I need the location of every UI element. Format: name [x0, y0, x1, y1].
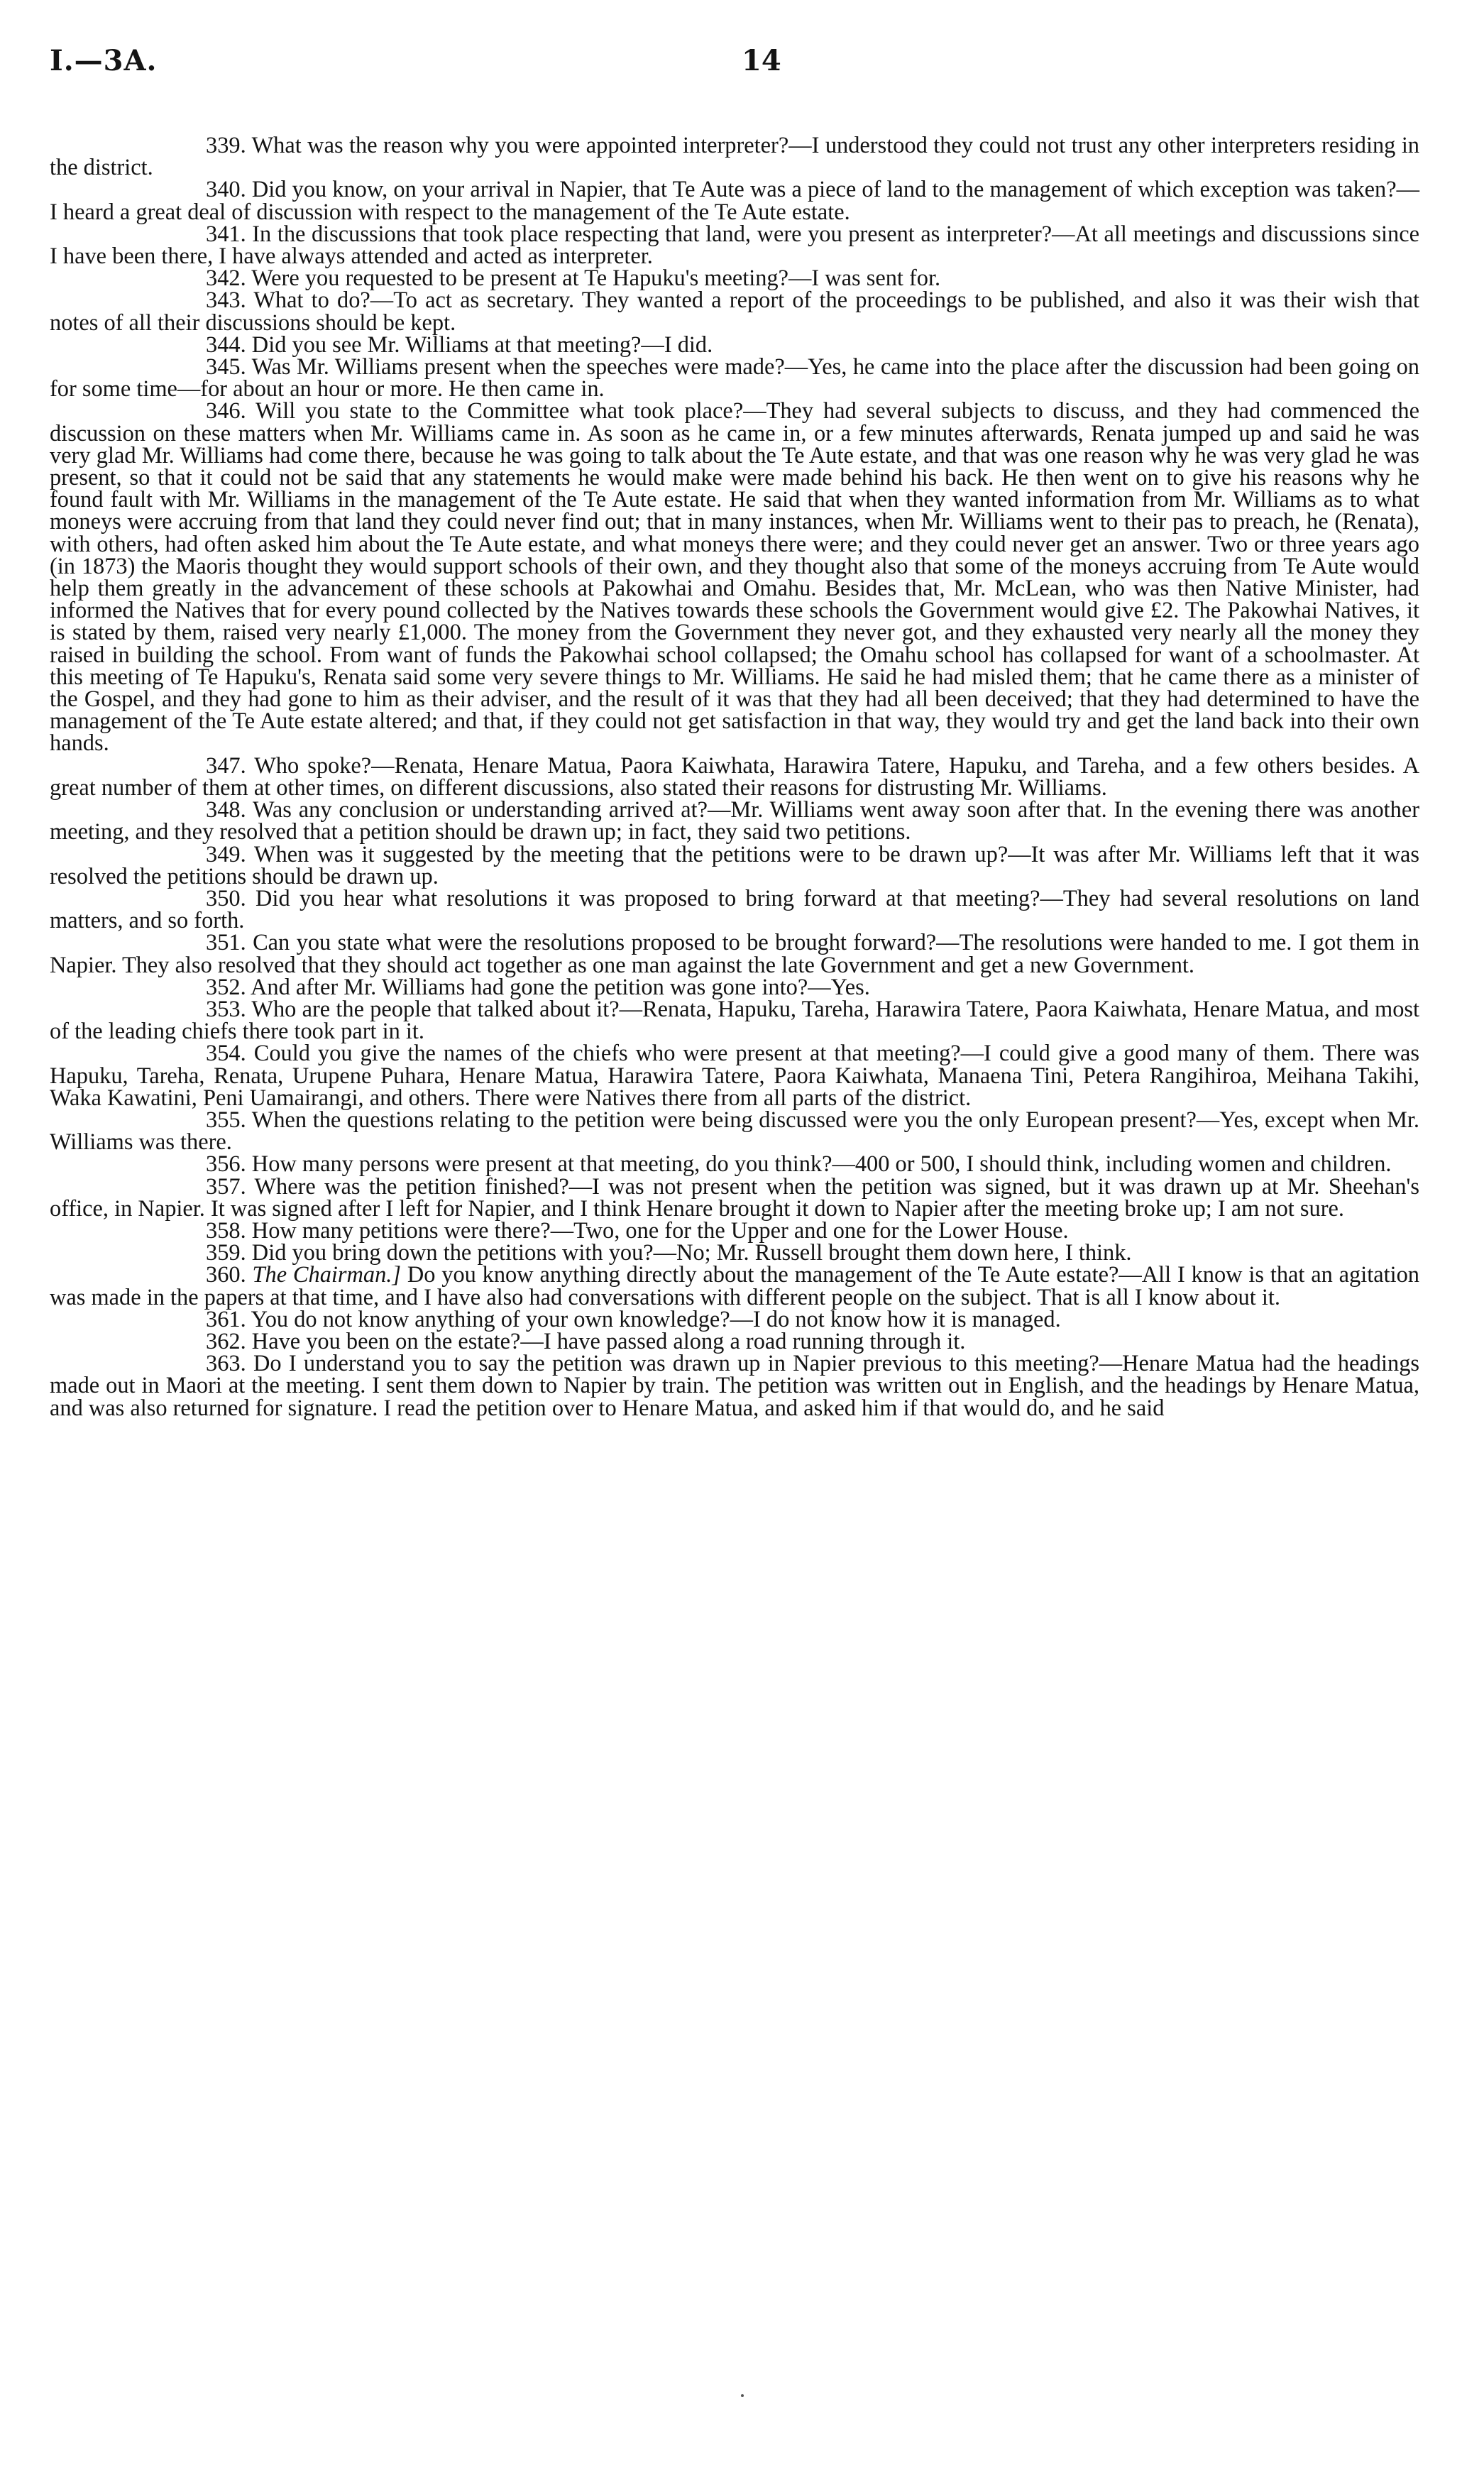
question-and-answer: You do not know anything of your own knowledge?—I do not know how it is managed.	[251, 1306, 1061, 1332]
evidence-entry	[50, 400, 1419, 755]
question-number: 354.	[206, 1041, 246, 1067]
question-and-answer: In the discussions that took place respecting that land, were you present as interpreter?—At all meetings and discussions since I have been there, I have always attended and acted as interpreter.	[50, 221, 1419, 270]
question-and-answer: Have you been on the estate?—I have passed along a road running through it.	[251, 1328, 966, 1354]
question-and-answer: Did you hear what resolutions it was proposed to bring forward at that meeting?—They had several resolutions on land matters, and so forth.	[50, 885, 1419, 934]
question-and-answer: And after Mr. Williams had gone the petition was gone into?—Yes.	[251, 974, 870, 1000]
evidence-entry	[50, 974, 1419, 1000]
evidence-entry	[50, 179, 1419, 223]
question-number: 348.	[206, 797, 246, 823]
question-and-answer: When the questions relating to the petition were being discussed were you the only European present?—Yes, except when Mr. Williams was there.	[50, 1107, 1420, 1156]
evidence-entry	[50, 331, 1419, 358]
evidence-entry	[50, 221, 1419, 270]
question-and-answer: What to do?—To act as secretary. They wanted a report of the proceedings to be published, and also it was their wish that notes of all their discussions should be kept.	[50, 287, 1419, 336]
minutes-of-evidence	[50, 135, 1419, 1420]
question-number: 346.	[206, 398, 246, 424]
evidence-entry	[50, 1328, 1419, 1354]
evidence-entry	[50, 799, 1419, 843]
question-number: 342.	[206, 265, 246, 292]
question-and-answer: How many petitions were there?—Two, one for the Upper and one for the Lower House.	[251, 1217, 1069, 1244]
question-number: 341.	[206, 221, 246, 247]
question-number: 358.	[206, 1217, 246, 1244]
evidence-entry	[50, 287, 1419, 336]
question-number: 349.	[206, 841, 246, 867]
page-number: 14	[742, 44, 781, 77]
question-number: 359.	[206, 1240, 246, 1266]
question-number: 353.	[206, 996, 246, 1022]
question-and-answer: Who are the people that talked about it?—Renata, Hapuku, Tareha, Harawira Tatere, Paora Kaiwhata, Henare Matua, and most of the leading chiefs there took part in it.	[50, 996, 1420, 1045]
evidence-entry	[50, 1242, 1419, 1264]
question-number: 356.	[206, 1151, 246, 1178]
question-and-answer: Were you requested to be present at Te Hapuku's meeting?—I was sent for.	[251, 265, 941, 292]
question-number: 362.	[206, 1328, 246, 1354]
evidence-entry	[50, 752, 1420, 801]
evidence-entry	[50, 841, 1419, 889]
evidence-entry	[50, 885, 1419, 934]
question-and-answer: What was the reason why you were appointed interpreter?—I understood they could not trust any other interpreters residing in the district.	[50, 133, 1420, 181]
question-number: 350.	[206, 885, 246, 911]
question-and-answer: How many persons were present at that meeting, do you think?—400 or 500, I should think, including women and children.	[251, 1151, 1392, 1178]
question-and-answer: Can you state what were the resolutions proposed to be brought forward?—The resolutions were handed to me. I got them in Napier. They also resolved that they should act together as one man against the late Government and get a new Government.	[50, 930, 1419, 978]
question-number: 351.	[206, 930, 246, 956]
speaker-label: The Chairman.]	[252, 1262, 402, 1288]
evidence-entry	[50, 1043, 1419, 1109]
question-number: 345.	[206, 354, 246, 380]
question-number: 355.	[206, 1107, 246, 1133]
evidence-entry	[50, 135, 1419, 179]
evidence-entry	[50, 356, 1419, 400]
evidence-entry	[50, 1264, 1419, 1308]
question-number: 363.	[206, 1351, 246, 1377]
question-number: 343.	[206, 287, 246, 314]
document-reference: I.—3A.	[50, 44, 158, 77]
question-and-answer: Where was the petition finished?—I was not present when the petition was signed, but it was drawn up at Mr. Sheehan's office, in Napier. It was signed after I left for Napier, and I think Henare brought it down to Napier after the meeting broke up; I am not sure.	[50, 1173, 1419, 1222]
stray-mark	[741, 2394, 744, 2397]
question-and-answer: Do I understand you to say the petition was drawn up in Napier previous to this meeting?—Henare Matua had the headings made out in Maori at the meeting. I sent them down to Napier by train. The petition was written out in English, and the headings by Henare Matua, and was also returned for signature. I read the petition over to Henare Matua, and asked him if that would do, and he said	[50, 1351, 1419, 1421]
question-number: 339.	[206, 133, 246, 158]
evidence-entry	[50, 1306, 1419, 1332]
question-and-answer: Was Mr. Williams present when the speeches were made?—Yes, he came into the place after the discussion had been going on for some time—for about an hour or more. He then came in.	[50, 354, 1419, 402]
question-number: 360.	[206, 1262, 246, 1288]
evidence-entry	[50, 265, 1419, 292]
question-number: 357.	[206, 1173, 246, 1200]
evidence-entry	[50, 1217, 1419, 1244]
evidence-entry	[50, 1173, 1419, 1222]
evidence-entry	[50, 1151, 1419, 1178]
question-and-answer: Did you bring down the petitions with you?—No; Mr. Russell brought them down here, I think.	[251, 1240, 1132, 1266]
question-and-answer: Did you know, on your arrival in Napier, that Te Aute was a piece of land to the management of which exception was taken?—I heard a great deal of discussion with respect to the management of the Te Aute estate.	[50, 177, 1419, 225]
page-header	[50, 44, 1419, 87]
question-and-answer: Do you know anything directly about the management of the Te Aute estate?—All I know is that an agitation was made in the papers at that time, and I have also had conversations with different people on the subject. That is all I know about it.	[50, 1262, 1419, 1310]
evidence-entry	[50, 996, 1420, 1045]
question-and-answer: Who spoke?—Renata, Henare Matua, Paora Kaiwhata, Harawira Tatere, Hapuku, and Tareha, and a few others besides. A great number of them at other times, on different discussions, also stated their reasons for distrusting Mr. Williams.	[50, 752, 1420, 801]
question-number: 352.	[206, 974, 246, 1000]
question-number: 361.	[206, 1306, 246, 1332]
question-and-answer: When was it suggested by the meeting that the petitions were to be drawn up?—It was after Mr. Williams left that it was resolved the petitions should be drawn up.	[50, 841, 1419, 889]
question-and-answer: Could you give the names of the chiefs who were present at that meeting?—I could give a good many of them. There was Hapuku, Tareha, Renata, Urupene Puhara, Henare Matua, Harawira Tatere, Paora Kaiwhata, Manaena Tini, Petera Rangihiroa, Meihana Takihi, Waka Kawatini, Peni Uamairangi, and others. There were Natives there from all parts of the district.	[50, 1041, 1419, 1111]
evidence-entry	[50, 1107, 1420, 1156]
question-and-answer: Will you state to the Committee what took place?—They had several subjects to discuss, and they had commenced the discussion on these matters when Mr. Williams came in. As soon as he came in, or a few minutes afterwards, Renata jumped up and said he was very glad Mr. Williams had come there, because he was going to talk about the Te Aute estate, and that was one reason why he was very glad he was present, so that it could not be said that any statements he would make were made behind his back. He then went on to give his reasons why he found fault with Mr. Williams in the management of the Te Aute estate. He said that when they wanted information from Mr. Williams as to what moneys were accruing from that land they could never find out; that in many instances, when Mr. Williams went to their pas to preach, he (Renata), with others, had often asked him about the Te Aute estate, and what moneys there were; and they could never get an answer. Two or three years ago (in 1873) the Maoris thought they would support schools of their own, and they thought also that some of the moneys accruing from Te Aute would help them greatly in the advancement of these schools at Pakowhai and Omahu. Besides that, Mr. McLean, who was then Native Minister, had informed the Natives that for every pound collected by the Natives towards these schools the Government would give £2. The Pakowhai Natives, it is stated by them, raised very nearly £1,000. The money from the Government they never got, and they exhausted very nearly all the money they raised in building the school. From want of funds the Pakowhai school collapsed; the Omahu school has collapsed for want of a schoolmaster. At this meeting of Te Hapuku's, Renata said some very severe things to Mr. Williams. He said he had misled them; that he came there as a minister of the Gospel, and they had gone to him as their adviser, and the result of it was that they had all been deceived; that they had determined to have the management of the Te Aute estate altered; and that, if they could not get satisfaction in that way, they would try and get the land back into their own hands.	[50, 398, 1419, 757]
question-number: 340.	[206, 177, 246, 203]
question-number: 347.	[206, 752, 246, 779]
question-and-answer: Did you see Mr. Williams at that meeting?—I did.	[251, 331, 713, 358]
question-number: 344.	[206, 331, 246, 358]
evidence-entry	[50, 932, 1419, 976]
question-and-answer: Was any conclusion or understanding arrived at?—Mr. Williams went away soon after that. In the evening there was another meeting, and they resolved that a petition should be drawn up; in fact, they said two petitions.	[50, 797, 1420, 845]
evidence-entry	[50, 1353, 1419, 1420]
